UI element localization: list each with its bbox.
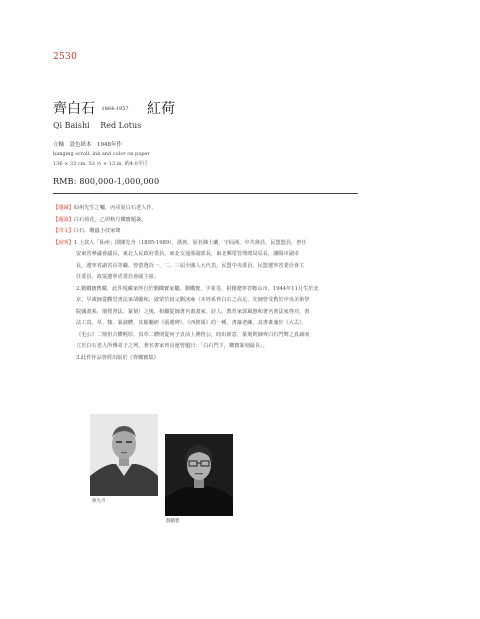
- portrait-photo-chen: [90, 414, 158, 496]
- remarks-note: [53, 238, 363, 365]
- notes-section: [53, 203, 363, 364]
- remarks-line: 3.此件作品曾經出版於《齊鐵寶集》: [76, 354, 159, 361]
- photo-caption-liu: 劉鐵寶: [166, 519, 180, 524]
- remarks-line: 安東省參議會議長，東北人民政府委員，東北交通部副部長，東北郵電管理總局局長，瀋陽市副市: [76, 251, 300, 257]
- inscription-tag: 【題識】: [53, 205, 74, 211]
- portrait-elderly-man-image: [90, 414, 158, 496]
- signature-note: [53, 215, 363, 227]
- artwork-title-en: [53, 121, 141, 130]
- seal-tag: 【印文】: [53, 228, 74, 234]
- artwork-title-cn: [53, 98, 175, 118]
- remarks-line: 院國畫系，擅授書法、篆刻）之後，相繼從師著名畫畫家、詩人、教育家郭風惠和著名書法家啓功，書: [76, 308, 310, 315]
- remarks-line: 1.上款人「仙州」即陳先舟（1895-1989），漢族，原名陳士蘭，字仙洲，中共黨員，民盟盟員，曾任: [73, 239, 307, 246]
- remarks-line: 任委員，政協遼寧省委員會副主席。: [76, 274, 160, 280]
- remarks-line: 法工真、草、隸、篆諸體，其餘屬研《張遷碑》、《西狹頌》的一種，書凜老練，其書畫兼於《大盂》、: [76, 320, 307, 326]
- format-en: hanging scroll, ink and color on paper: [53, 151, 150, 157]
- artist-name-en: Qi Baishi: [53, 121, 90, 130]
- remarks-line: 立於白石老人所傳弟子之列，著名書家齊良遲曾題曰：「白石門下，鐵寶篆刻最長」。: [76, 343, 268, 349]
- portrait-photo-liu: [165, 434, 233, 516]
- title-cn: 紅荷: [147, 101, 176, 117]
- format-cn: 立軸 設色紙本 1948年作: [53, 142, 122, 148]
- portrait-man-glasses-image: [165, 434, 233, 516]
- signature-tag: 【題簽】: [53, 216, 74, 223]
- title-en: Red Lotus: [100, 121, 142, 130]
- signature-text: 白石荷花，乙卯秋月鐵寶題簽。: [73, 216, 147, 223]
- artist-dates: 1864-1957: [101, 106, 129, 112]
- remarks-line: 京，早歲師從觀堂書法家胡勵和，啟蒙於叔父劉冰庵（本姓系齊白石之高足，先師曾受教於中央美術學: [76, 297, 310, 303]
- divider: [53, 193, 358, 194]
- remarks-line: 長，遼寧省副省長等職。曾當選為一、二、三屆全國人大代表，民盟中央委員，民盟遼寧省委員會主: [76, 262, 305, 269]
- artwork-size: 136 × 33 cm. 53 ½ × 13 in. 約4.0平尺: [53, 161, 148, 167]
- seal-text: 白石、雕蟲小技家聲: [73, 228, 121, 234]
- artist-name-cn: 齊白石: [53, 101, 95, 117]
- inscription-text: 仙州先生之囑，丙戌夏白石老人作。: [73, 205, 157, 211]
- remarks-line: 《毛公》二鼎但古體輕厚，真草二體則從何子貞前上溯魯公，時出新意，篆刻則師齊白石門牌之真諦而: [76, 331, 310, 338]
- estimate: RMB: 800,000-1,000,000: [53, 177, 160, 186]
- photo-caption-chen: 陳先舟: [92, 499, 106, 504]
- lot-number: 2530: [53, 52, 78, 62]
- seal-note: [53, 226, 363, 238]
- inscription-note: [53, 203, 363, 215]
- remarks-line: 2.劉鐵寶舊藏，此件現藏家得自於劉鐵寶家屬。劉鐵寶，字希荃，祖籍遼寧省鞍山市，1944年11月生於北: [76, 285, 319, 292]
- remarks-tag: 【說明】: [53, 239, 74, 246]
